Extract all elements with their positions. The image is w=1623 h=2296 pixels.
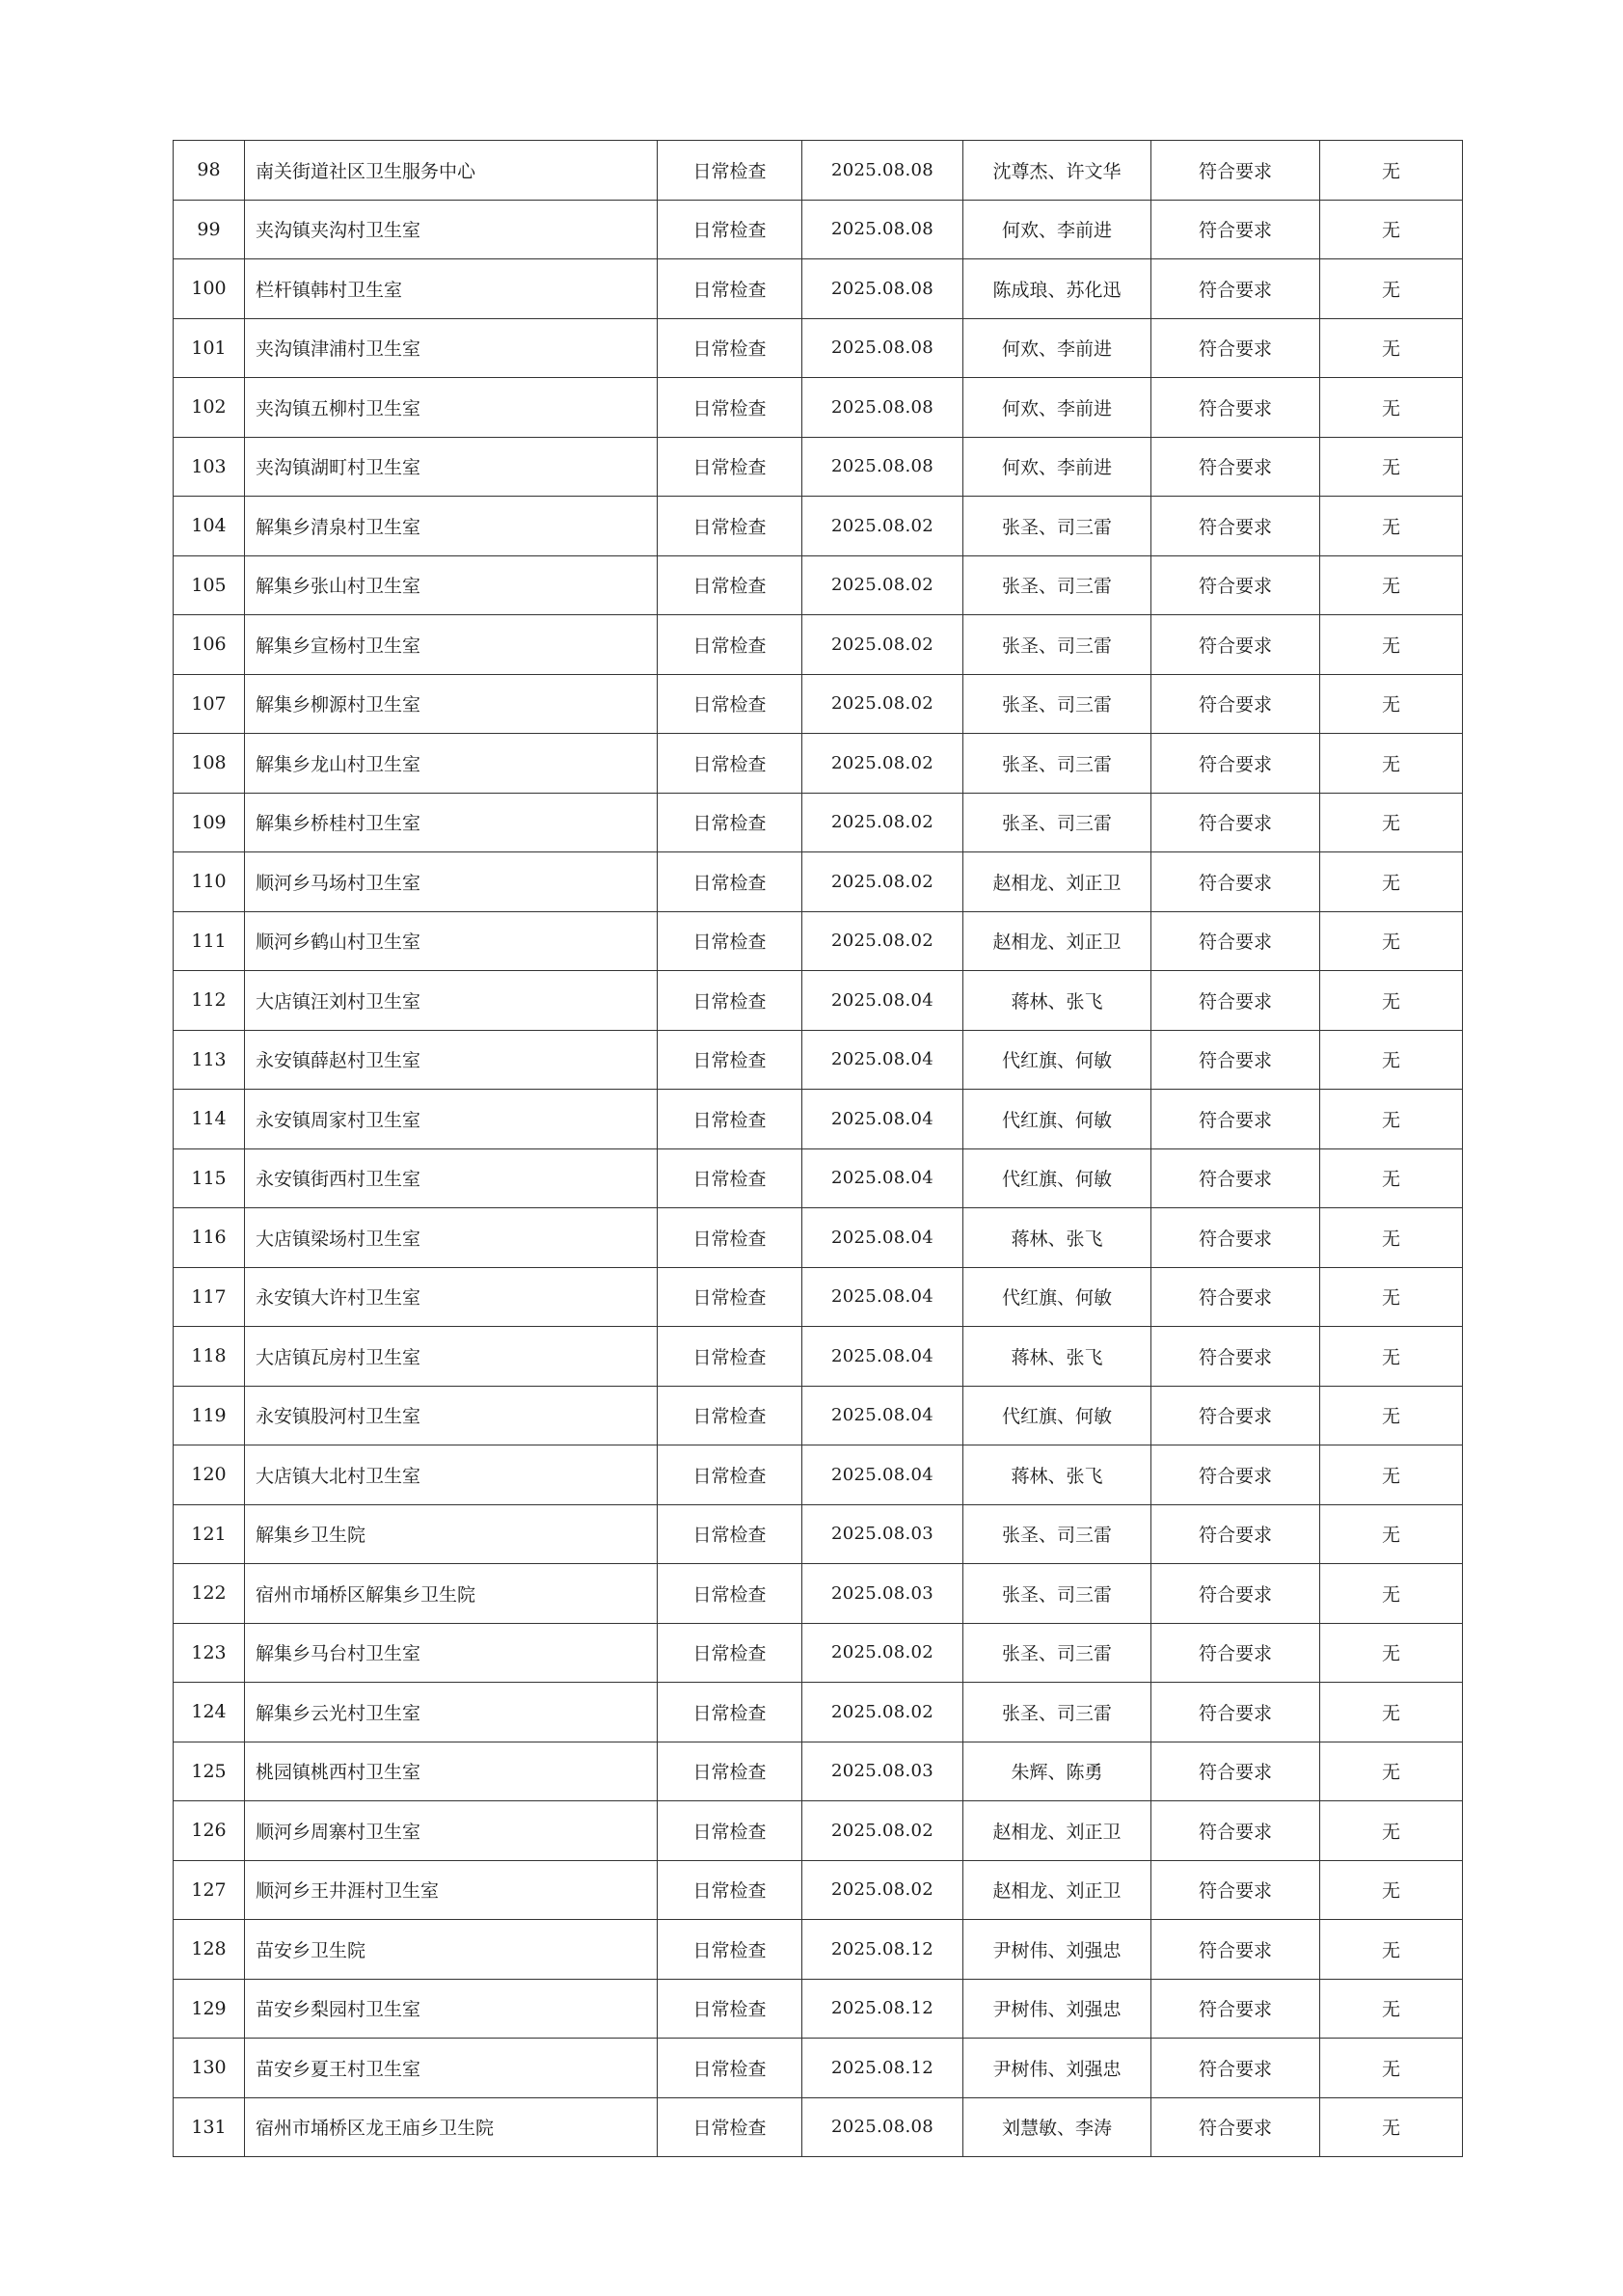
inspection-result: 符合要求 (1151, 1267, 1320, 1327)
inspection-type: 日常检查 (658, 141, 802, 201)
issues-found: 无 (1320, 437, 1463, 497)
row-number: 104 (174, 497, 245, 556)
inspection-date: 2025.08.04 (802, 971, 963, 1031)
table-row (174, 1445, 1463, 1505)
inspection-type: 日常检查 (658, 259, 802, 319)
inspection-result: 符合要求 (1151, 1564, 1320, 1624)
row-number: 114 (174, 1090, 245, 1149)
inspected-unit: 解集乡桥桂村卫生室 (245, 793, 658, 852)
inspection-result: 符合要求 (1151, 2097, 1320, 2157)
table-row (174, 674, 1463, 734)
inspection-type: 日常检查 (658, 1148, 802, 1208)
inspection-type: 日常检查 (658, 1860, 802, 1920)
table-row (174, 378, 1463, 438)
inspected-unit: 解集乡柳源村卫生室 (245, 674, 658, 734)
inspected-unit: 永安镇薛赵村卫生室 (245, 1030, 658, 1090)
inspection-result: 符合要求 (1151, 1979, 1320, 2039)
row-number: 102 (174, 378, 245, 438)
row-number: 124 (174, 1683, 245, 1742)
inspectors: 尹树伟、刘强忠 (963, 2039, 1151, 2098)
inspected-unit: 栏杆镇韩村卫生室 (245, 259, 658, 319)
inspection-result: 符合要求 (1151, 378, 1320, 438)
inspectors: 赵相龙、刘正卫 (963, 852, 1151, 912)
inspected-unit: 夹沟镇五柳村卫生室 (245, 378, 658, 438)
inspection-result: 符合要求 (1151, 1683, 1320, 1742)
row-number: 130 (174, 2039, 245, 2098)
inspected-unit: 顺河乡周寨村卫生室 (245, 1801, 658, 1861)
inspection-result: 符合要求 (1151, 318, 1320, 378)
inspection-result: 符合要求 (1151, 497, 1320, 556)
inspected-unit: 解集乡清泉村卫生室 (245, 497, 658, 556)
inspection-date: 2025.08.02 (802, 1623, 963, 1683)
row-number: 113 (174, 1030, 245, 1090)
inspected-unit: 永安镇大许村卫生室 (245, 1267, 658, 1327)
table-row (174, 497, 1463, 556)
inspectors: 蒋林、张飞 (963, 971, 1151, 1031)
table-row (174, 2039, 1463, 2098)
issues-found: 无 (1320, 318, 1463, 378)
inspection-type: 日常检查 (658, 971, 802, 1031)
inspectors: 蒋林、张飞 (963, 1208, 1151, 1268)
inspection-type: 日常检查 (658, 200, 802, 259)
inspection-result: 符合要求 (1151, 1623, 1320, 1683)
inspection-result: 符合要求 (1151, 1801, 1320, 1861)
issues-found: 无 (1320, 2039, 1463, 2098)
inspection-date: 2025.08.12 (802, 1920, 963, 1980)
issues-found: 无 (1320, 200, 1463, 259)
issues-found: 无 (1320, 378, 1463, 438)
inspectors: 蒋林、张飞 (963, 1445, 1151, 1505)
row-number: 115 (174, 1148, 245, 1208)
inspection-result: 符合要求 (1151, 1208, 1320, 1268)
inspection-date: 2025.08.04 (802, 1327, 963, 1387)
inspection-result: 符合要求 (1151, 437, 1320, 497)
table-row (174, 1683, 1463, 1742)
inspection-result: 符合要求 (1151, 259, 1320, 319)
issues-found: 无 (1320, 793, 1463, 852)
inspection-date: 2025.08.02 (802, 1801, 963, 1861)
inspectors: 何欢、李前进 (963, 378, 1151, 438)
table-row (174, 1742, 1463, 1801)
inspection-date: 2025.08.04 (802, 1267, 963, 1327)
inspection-date: 2025.08.12 (802, 1979, 963, 2039)
inspected-unit: 永安镇股河村卫生室 (245, 1386, 658, 1445)
inspectors: 张圣、司三雷 (963, 615, 1151, 675)
inspected-unit: 苗安乡卫生院 (245, 1920, 658, 1980)
inspected-unit: 解集乡马台村卫生室 (245, 1623, 658, 1683)
table-row (174, 1801, 1463, 1861)
table-row (174, 2097, 1463, 2157)
row-number: 99 (174, 200, 245, 259)
inspected-unit: 大店镇大北村卫生室 (245, 1445, 658, 1505)
table-row (174, 318, 1463, 378)
inspection-result: 符合要求 (1151, 1920, 1320, 1980)
inspectors: 代红旗、何敏 (963, 1386, 1151, 1445)
inspectors: 尹树伟、刘强忠 (963, 1920, 1151, 1980)
table-row (174, 259, 1463, 319)
inspected-unit: 宿州市埇桥区解集乡卫生院 (245, 1564, 658, 1624)
inspection-type: 日常检查 (658, 674, 802, 734)
inspected-unit: 顺河乡马场村卫生室 (245, 852, 658, 912)
inspection-result: 符合要求 (1151, 1504, 1320, 1564)
table-row (174, 1979, 1463, 2039)
issues-found: 无 (1320, 1445, 1463, 1505)
inspectors: 何欢、李前进 (963, 437, 1151, 497)
inspection-type: 日常检查 (658, 852, 802, 912)
inspection-type: 日常检查 (658, 734, 802, 794)
issues-found: 无 (1320, 1920, 1463, 1980)
inspection-date: 2025.08.02 (802, 674, 963, 734)
inspected-unit: 夹沟镇夹沟村卫生室 (245, 200, 658, 259)
inspection-type: 日常检查 (658, 1683, 802, 1742)
inspection-result: 符合要求 (1151, 793, 1320, 852)
inspection-type: 日常检查 (658, 1445, 802, 1505)
row-number: 103 (174, 437, 245, 497)
inspectors: 陈成琅、苏化迅 (963, 259, 1151, 319)
inspectors: 代红旗、何敏 (963, 1030, 1151, 1090)
issues-found: 无 (1320, 734, 1463, 794)
inspected-unit: 苗安乡梨园村卫生室 (245, 1979, 658, 2039)
inspection-result: 符合要求 (1151, 1742, 1320, 1801)
inspected-unit: 顺河乡鹤山村卫生室 (245, 911, 658, 971)
inspection-type: 日常检查 (658, 615, 802, 675)
inspection-result: 符合要求 (1151, 1030, 1320, 1090)
row-number: 122 (174, 1564, 245, 1624)
inspected-unit: 夹沟镇津浦村卫生室 (245, 318, 658, 378)
table-row (174, 734, 1463, 794)
inspection-type: 日常检查 (658, 1504, 802, 1564)
inspection-date: 2025.08.02 (802, 555, 963, 615)
inspection-type: 日常检查 (658, 1564, 802, 1624)
table-row (174, 615, 1463, 675)
row-number: 98 (174, 141, 245, 201)
table-row (174, 1860, 1463, 1920)
table-row (174, 1920, 1463, 1980)
issues-found: 无 (1320, 497, 1463, 556)
inspection-type: 日常检查 (658, 1327, 802, 1387)
inspection-date: 2025.08.02 (802, 497, 963, 556)
row-number: 112 (174, 971, 245, 1031)
inspection-result: 符合要求 (1151, 1860, 1320, 1920)
inspected-unit: 桃园镇桃西村卫生室 (245, 1742, 658, 1801)
inspected-unit: 夹沟镇湖町村卫生室 (245, 437, 658, 497)
inspection-type: 日常检查 (658, 497, 802, 556)
inspection-date: 2025.08.02 (802, 911, 963, 971)
inspection-type: 日常检查 (658, 1030, 802, 1090)
inspection-result: 符合要求 (1151, 141, 1320, 201)
row-number: 123 (174, 1623, 245, 1683)
table-row (174, 437, 1463, 497)
inspectors: 朱辉、陈勇 (963, 1742, 1151, 1801)
inspection-result: 符合要求 (1151, 1090, 1320, 1149)
inspection-date: 2025.08.12 (802, 2039, 963, 2098)
issues-found: 无 (1320, 852, 1463, 912)
inspection-type: 日常检查 (658, 2039, 802, 2098)
issues-found: 无 (1320, 1564, 1463, 1624)
table-row (174, 911, 1463, 971)
row-number: 121 (174, 1504, 245, 1564)
inspection-date: 2025.08.02 (802, 793, 963, 852)
inspected-unit: 永安镇街西村卫生室 (245, 1148, 658, 1208)
inspectors: 刘慧敏、李涛 (963, 2097, 1151, 2157)
issues-found: 无 (1320, 1030, 1463, 1090)
inspection-date: 2025.08.02 (802, 615, 963, 675)
row-number: 118 (174, 1327, 245, 1387)
inspection-type: 日常检查 (658, 793, 802, 852)
inspection-result: 符合要求 (1151, 674, 1320, 734)
inspection-type: 日常检查 (658, 1386, 802, 1445)
inspectors: 尹树伟、刘强忠 (963, 1979, 1151, 2039)
inspection-result: 符合要求 (1151, 555, 1320, 615)
row-number: 105 (174, 555, 245, 615)
issues-found: 无 (1320, 1801, 1463, 1861)
inspectors: 沈尊杰、许文华 (963, 141, 1151, 201)
issues-found: 无 (1320, 1090, 1463, 1149)
issues-found: 无 (1320, 1267, 1463, 1327)
inspectors: 代红旗、何敏 (963, 1148, 1151, 1208)
inspected-unit: 解集乡宣杨村卫生室 (245, 615, 658, 675)
inspection-date: 2025.08.08 (802, 200, 963, 259)
inspection-date: 2025.08.08 (802, 259, 963, 319)
issues-found: 无 (1320, 911, 1463, 971)
issues-found: 无 (1320, 141, 1463, 201)
inspected-unit: 解集乡卫生院 (245, 1504, 658, 1564)
table-row (174, 555, 1463, 615)
table-row (174, 793, 1463, 852)
issues-found: 无 (1320, 1979, 1463, 2039)
inspection-type: 日常检查 (658, 2097, 802, 2157)
table-row (174, 1208, 1463, 1268)
inspected-unit: 大店镇瓦房村卫生室 (245, 1327, 658, 1387)
inspection-date: 2025.08.08 (802, 437, 963, 497)
inspection-date: 2025.08.04 (802, 1148, 963, 1208)
inspection-result: 符合要求 (1151, 1445, 1320, 1505)
table-row (174, 1564, 1463, 1624)
inspection-date: 2025.08.03 (802, 1742, 963, 1801)
table-row (174, 1090, 1463, 1149)
row-number: 107 (174, 674, 245, 734)
inspectors: 张圣、司三雷 (963, 555, 1151, 615)
inspection-date: 2025.08.03 (802, 1564, 963, 1624)
inspected-unit: 苗安乡夏王村卫生室 (245, 2039, 658, 2098)
inspection-result: 符合要求 (1151, 734, 1320, 794)
inspection-date: 2025.08.08 (802, 378, 963, 438)
inspection-date: 2025.08.02 (802, 1860, 963, 1920)
inspection-type: 日常检查 (658, 437, 802, 497)
issues-found: 无 (1320, 1683, 1463, 1742)
inspectors: 张圣、司三雷 (963, 1504, 1151, 1564)
inspected-unit: 宿州市埇桥区龙王庙乡卫生院 (245, 2097, 658, 2157)
inspectors: 张圣、司三雷 (963, 1564, 1151, 1624)
issues-found: 无 (1320, 1742, 1463, 1801)
inspection-type: 日常检查 (658, 1742, 802, 1801)
inspection-date: 2025.08.08 (802, 318, 963, 378)
inspection-result: 符合要求 (1151, 1148, 1320, 1208)
table-row (174, 852, 1463, 912)
inspection-type: 日常检查 (658, 555, 802, 615)
table-body (174, 141, 1463, 2157)
inspection-date: 2025.08.08 (802, 2097, 963, 2157)
inspected-unit: 解集乡龙山村卫生室 (245, 734, 658, 794)
inspected-unit: 解集乡张山村卫生室 (245, 555, 658, 615)
row-number: 131 (174, 2097, 245, 2157)
row-number: 117 (174, 1267, 245, 1327)
inspectors: 蒋林、张飞 (963, 1327, 1151, 1387)
issues-found: 无 (1320, 615, 1463, 675)
inspectors: 代红旗、何敏 (963, 1267, 1151, 1327)
inspection-type: 日常检查 (658, 378, 802, 438)
table-row (174, 971, 1463, 1031)
inspected-unit: 大店镇梁场村卫生室 (245, 1208, 658, 1268)
issues-found: 无 (1320, 1208, 1463, 1268)
inspection-date: 2025.08.04 (802, 1386, 963, 1445)
inspection-date: 2025.08.02 (802, 734, 963, 794)
row-number: 126 (174, 1801, 245, 1861)
inspection-result: 符合要求 (1151, 852, 1320, 912)
inspection-date: 2025.08.04 (802, 1030, 963, 1090)
row-number: 100 (174, 259, 245, 319)
inspection-date: 2025.08.03 (802, 1504, 963, 1564)
row-number: 110 (174, 852, 245, 912)
inspection-result: 符合要求 (1151, 615, 1320, 675)
row-number: 120 (174, 1445, 245, 1505)
inspection-type: 日常检查 (658, 1979, 802, 2039)
row-number: 119 (174, 1386, 245, 1445)
inspection-result: 符合要求 (1151, 2039, 1320, 2098)
row-number: 116 (174, 1208, 245, 1268)
inspection-type: 日常检查 (658, 1623, 802, 1683)
inspection-result: 符合要求 (1151, 200, 1320, 259)
inspection-date: 2025.08.04 (802, 1090, 963, 1149)
inspection-table (173, 140, 1463, 2157)
issues-found: 无 (1320, 1148, 1463, 1208)
inspection-type: 日常检查 (658, 1267, 802, 1327)
inspection-date: 2025.08.02 (802, 1683, 963, 1742)
issues-found: 无 (1320, 674, 1463, 734)
table-row (174, 1327, 1463, 1387)
inspectors: 张圣、司三雷 (963, 1623, 1151, 1683)
inspection-type: 日常检查 (658, 1801, 802, 1861)
row-number: 109 (174, 793, 245, 852)
inspection-type: 日常检查 (658, 1920, 802, 1980)
issues-found: 无 (1320, 1327, 1463, 1387)
issues-found: 无 (1320, 259, 1463, 319)
issues-found: 无 (1320, 1623, 1463, 1683)
inspection-date: 2025.08.04 (802, 1208, 963, 1268)
inspected-unit: 南关街道社区卫生服务中心 (245, 141, 658, 201)
inspected-unit: 大店镇汪刘村卫生室 (245, 971, 658, 1031)
inspected-unit: 永安镇周家村卫生室 (245, 1090, 658, 1149)
inspection-result: 符合要求 (1151, 1327, 1320, 1387)
row-number: 108 (174, 734, 245, 794)
row-number: 128 (174, 1920, 245, 1980)
inspected-unit: 解集乡云光村卫生室 (245, 1683, 658, 1742)
row-number: 106 (174, 615, 245, 675)
table-row (174, 1386, 1463, 1445)
table-row (174, 1148, 1463, 1208)
issues-found: 无 (1320, 2097, 1463, 2157)
inspection-type: 日常检查 (658, 318, 802, 378)
table-row (174, 1504, 1463, 1564)
inspectors: 赵相龙、刘正卫 (963, 911, 1151, 971)
row-number: 127 (174, 1860, 245, 1920)
inspectors: 何欢、李前进 (963, 200, 1151, 259)
row-number: 101 (174, 318, 245, 378)
inspection-date: 2025.08.02 (802, 852, 963, 912)
table-row (174, 1267, 1463, 1327)
issues-found: 无 (1320, 971, 1463, 1031)
inspectors: 何欢、李前进 (963, 318, 1151, 378)
row-number: 125 (174, 1742, 245, 1801)
inspectors: 赵相龙、刘正卫 (963, 1801, 1151, 1861)
inspectors: 张圣、司三雷 (963, 734, 1151, 794)
inspectors: 张圣、司三雷 (963, 674, 1151, 734)
table-row (174, 141, 1463, 201)
issues-found: 无 (1320, 1860, 1463, 1920)
inspected-unit: 顺河乡王井涯村卫生室 (245, 1860, 658, 1920)
issues-found: 无 (1320, 1386, 1463, 1445)
table-row (174, 1623, 1463, 1683)
issues-found: 无 (1320, 555, 1463, 615)
inspection-type: 日常检查 (658, 911, 802, 971)
issues-found: 无 (1320, 1504, 1463, 1564)
inspection-result: 符合要求 (1151, 971, 1320, 1031)
inspection-date: 2025.08.04 (802, 1445, 963, 1505)
inspection-type: 日常检查 (658, 1208, 802, 1268)
row-number: 129 (174, 1979, 245, 2039)
inspectors: 张圣、司三雷 (963, 793, 1151, 852)
table-row (174, 200, 1463, 259)
inspectors: 赵相龙、刘正卫 (963, 1860, 1151, 1920)
inspection-type: 日常检查 (658, 1090, 802, 1149)
inspectors: 张圣、司三雷 (963, 497, 1151, 556)
table-row (174, 1030, 1463, 1090)
inspectors: 张圣、司三雷 (963, 1683, 1151, 1742)
inspection-result: 符合要求 (1151, 911, 1320, 971)
inspectors: 代红旗、何敏 (963, 1090, 1151, 1149)
inspection-date: 2025.08.08 (802, 141, 963, 201)
row-number: 111 (174, 911, 245, 971)
inspection-result: 符合要求 (1151, 1386, 1320, 1445)
